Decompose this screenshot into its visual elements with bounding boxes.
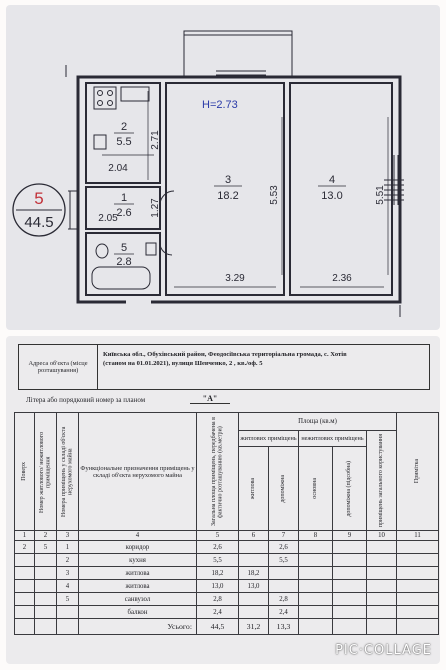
cell-floor (15, 606, 35, 619)
balcony-outline (184, 31, 292, 77)
cell-main (299, 554, 333, 567)
cell-note (397, 606, 439, 619)
dim-room3-height: 5.53 (269, 185, 280, 205)
cell-living: 18,2 (239, 567, 269, 580)
liter-value: "А" (190, 394, 230, 404)
cell-floor (15, 554, 35, 567)
col-living-header: житлова (239, 447, 269, 531)
washbasin (146, 243, 156, 255)
col-note-header: Примітка (397, 413, 439, 531)
room-3-number: 3 (224, 174, 232, 186)
table-row (15, 554, 439, 567)
cell-aux2 (333, 593, 367, 606)
cell-room: 3 (57, 567, 79, 580)
address-value (103, 351, 425, 369)
cell-room: 2 (57, 554, 79, 567)
cell-shared (367, 554, 397, 567)
cell-unit (35, 567, 57, 580)
column-numbers-row: 1 2 3 4 5 6 7 8 9 10 11 (15, 531, 439, 541)
cell-note (397, 541, 439, 554)
bathtub (92, 267, 150, 289)
cell-total: 18,2 (197, 567, 239, 580)
cell-total: 2,6 (197, 541, 239, 554)
cell-aux: 2,4 (269, 606, 299, 619)
col-shared-header: приміщень загального користування (367, 431, 397, 531)
col-aux-header: допоміжна (269, 447, 299, 531)
cell-unit (35, 580, 57, 593)
address-label: Адреса об'єкта (місце розташування) (19, 345, 98, 389)
cell-unit (35, 554, 57, 567)
cell-room: 4 (57, 580, 79, 593)
cell-floor (15, 580, 35, 593)
area-group-header: Площа (кв.м) (239, 413, 397, 431)
room-1-number: 1 (120, 192, 128, 204)
cell-main (299, 541, 333, 554)
dim-kitchen-height: 2.71 (150, 130, 161, 150)
dim-corridor-width: 2.05 (98, 213, 118, 224)
cell-purpose: житлова (79, 580, 197, 593)
cell-unit (35, 593, 57, 606)
toilet (96, 244, 108, 258)
nonliving-group-header: нежитлових приміщень (299, 431, 367, 447)
cell-aux2 (333, 541, 367, 554)
col-unit-header: Номер житлового/ нежитлового приміщення (35, 413, 57, 531)
cell-main (299, 593, 333, 606)
kitchen-sink (121, 87, 149, 101)
cell-aux: 5,5 (269, 554, 299, 567)
liter-label: Літера або порядковий номер за планом (26, 396, 146, 404)
cell-unit: 5 (35, 541, 57, 554)
total-aux-value: 13,3 (269, 619, 299, 635)
address-header (18, 344, 430, 390)
cell-total: 2,4 (197, 606, 239, 619)
cell-unit (35, 606, 57, 619)
cell-aux2 (333, 580, 367, 593)
cell-shared (367, 606, 397, 619)
cell-living (239, 554, 269, 567)
table-row (15, 606, 439, 619)
total-living-value: 31,2 (239, 619, 269, 635)
cell-note (397, 567, 439, 580)
cell-floor: 2 (15, 541, 35, 554)
col-main-header: основна (299, 447, 333, 531)
cell-shared (367, 567, 397, 580)
cell-aux2 (333, 606, 367, 619)
cell-living: 13,0 (239, 580, 269, 593)
total-area-value: 44,5 (197, 619, 239, 635)
cell-living (239, 593, 269, 606)
living-group-header: житлових приміщень (239, 431, 299, 447)
cell-main (299, 580, 333, 593)
floor-plan-drawing (6, 5, 440, 330)
cell-living (239, 541, 269, 554)
cell-aux (269, 567, 299, 580)
cell-floor (15, 567, 35, 580)
cell-purpose: житлова (79, 567, 197, 580)
cell-main (299, 567, 333, 580)
area-table (14, 412, 439, 635)
cell-room: 5 (57, 593, 79, 606)
cell-purpose: коридор (79, 541, 197, 554)
cell-aux: 2,6 (269, 541, 299, 554)
cell-shared (367, 593, 397, 606)
cell-note (397, 554, 439, 567)
cell-floor (15, 593, 35, 606)
apartment-number: 5 (34, 189, 44, 208)
room-2-number: 2 (120, 121, 128, 133)
total-row (15, 619, 439, 635)
cell-total: 5,5 (197, 554, 239, 567)
room-1-area: 2.6 (116, 207, 132, 219)
table-row (15, 580, 439, 593)
cell-aux2 (333, 567, 367, 580)
cell-aux (269, 580, 299, 593)
total-label: Усього: (79, 619, 197, 635)
col-room-header: Номера приміщень у складі об'єкта нерухомого майна (57, 413, 79, 531)
cell-purpose: балкон (79, 606, 197, 619)
cell-aux: 2,8 (269, 593, 299, 606)
col-aux2-header: допоміжна (підсобна) (333, 447, 367, 531)
room-2-area: 5.5 (116, 136, 132, 148)
table-row (15, 567, 439, 580)
cell-shared (367, 541, 397, 554)
room-3-area: 18.2 (217, 190, 239, 202)
outer-wall (78, 77, 400, 302)
table-row (15, 593, 439, 606)
cell-purpose: санвузол (79, 593, 197, 606)
dim-room4-width: 2.36 (332, 273, 352, 284)
cell-total: 2,8 (197, 593, 239, 606)
cell-aux2 (333, 554, 367, 567)
dim-room4-height: 5.51 (375, 185, 386, 205)
stove (94, 87, 116, 109)
table-row (15, 541, 439, 554)
dim-corridor-height: 1.27 (150, 198, 161, 218)
cell-room (57, 606, 79, 619)
ceiling-height: H=2.73 (202, 99, 238, 111)
cell-living (239, 606, 269, 619)
apartment-total-area: 44.5 (24, 214, 54, 231)
dim-room3-width: 3.29 (225, 273, 245, 284)
col-floor-header: Поверх (15, 413, 35, 531)
room-4-number: 4 (328, 174, 336, 186)
cell-shared (367, 580, 397, 593)
address-line-2: (станом на 01.01.2021), вулиця Шевченко, 2 , кв./оф. 5 (103, 359, 263, 367)
cell-purpose: кухня (79, 554, 197, 567)
room-5-area: 2.8 (116, 256, 132, 268)
registration-form-panel (6, 336, 440, 664)
col-total-header: Загальна площа приміщень, передбачена в фактично розташуванню (кв.метри) (197, 413, 239, 531)
cell-room: 1 (57, 541, 79, 554)
room-5-number: 5 (120, 242, 128, 254)
address-line-1: Київська обл., Обухівський район, Феодосіївська територіальна громада, с. Хотів (103, 351, 347, 358)
cell-main (299, 606, 333, 619)
dim-kitchen-width: 2.04 (108, 163, 128, 174)
room3-outline (166, 83, 284, 295)
room-4-area: 13.0 (321, 190, 343, 202)
cell-note (397, 593, 439, 606)
cell-note (397, 580, 439, 593)
floor-plan-panel (6, 5, 440, 330)
cell-total: 13,0 (197, 580, 239, 593)
collage-watermark: PIC·COLLAGE (335, 643, 432, 658)
col-purpose-header: Функціональне призначення приміщень у складі об'єкта нерухомого майна (79, 413, 197, 531)
